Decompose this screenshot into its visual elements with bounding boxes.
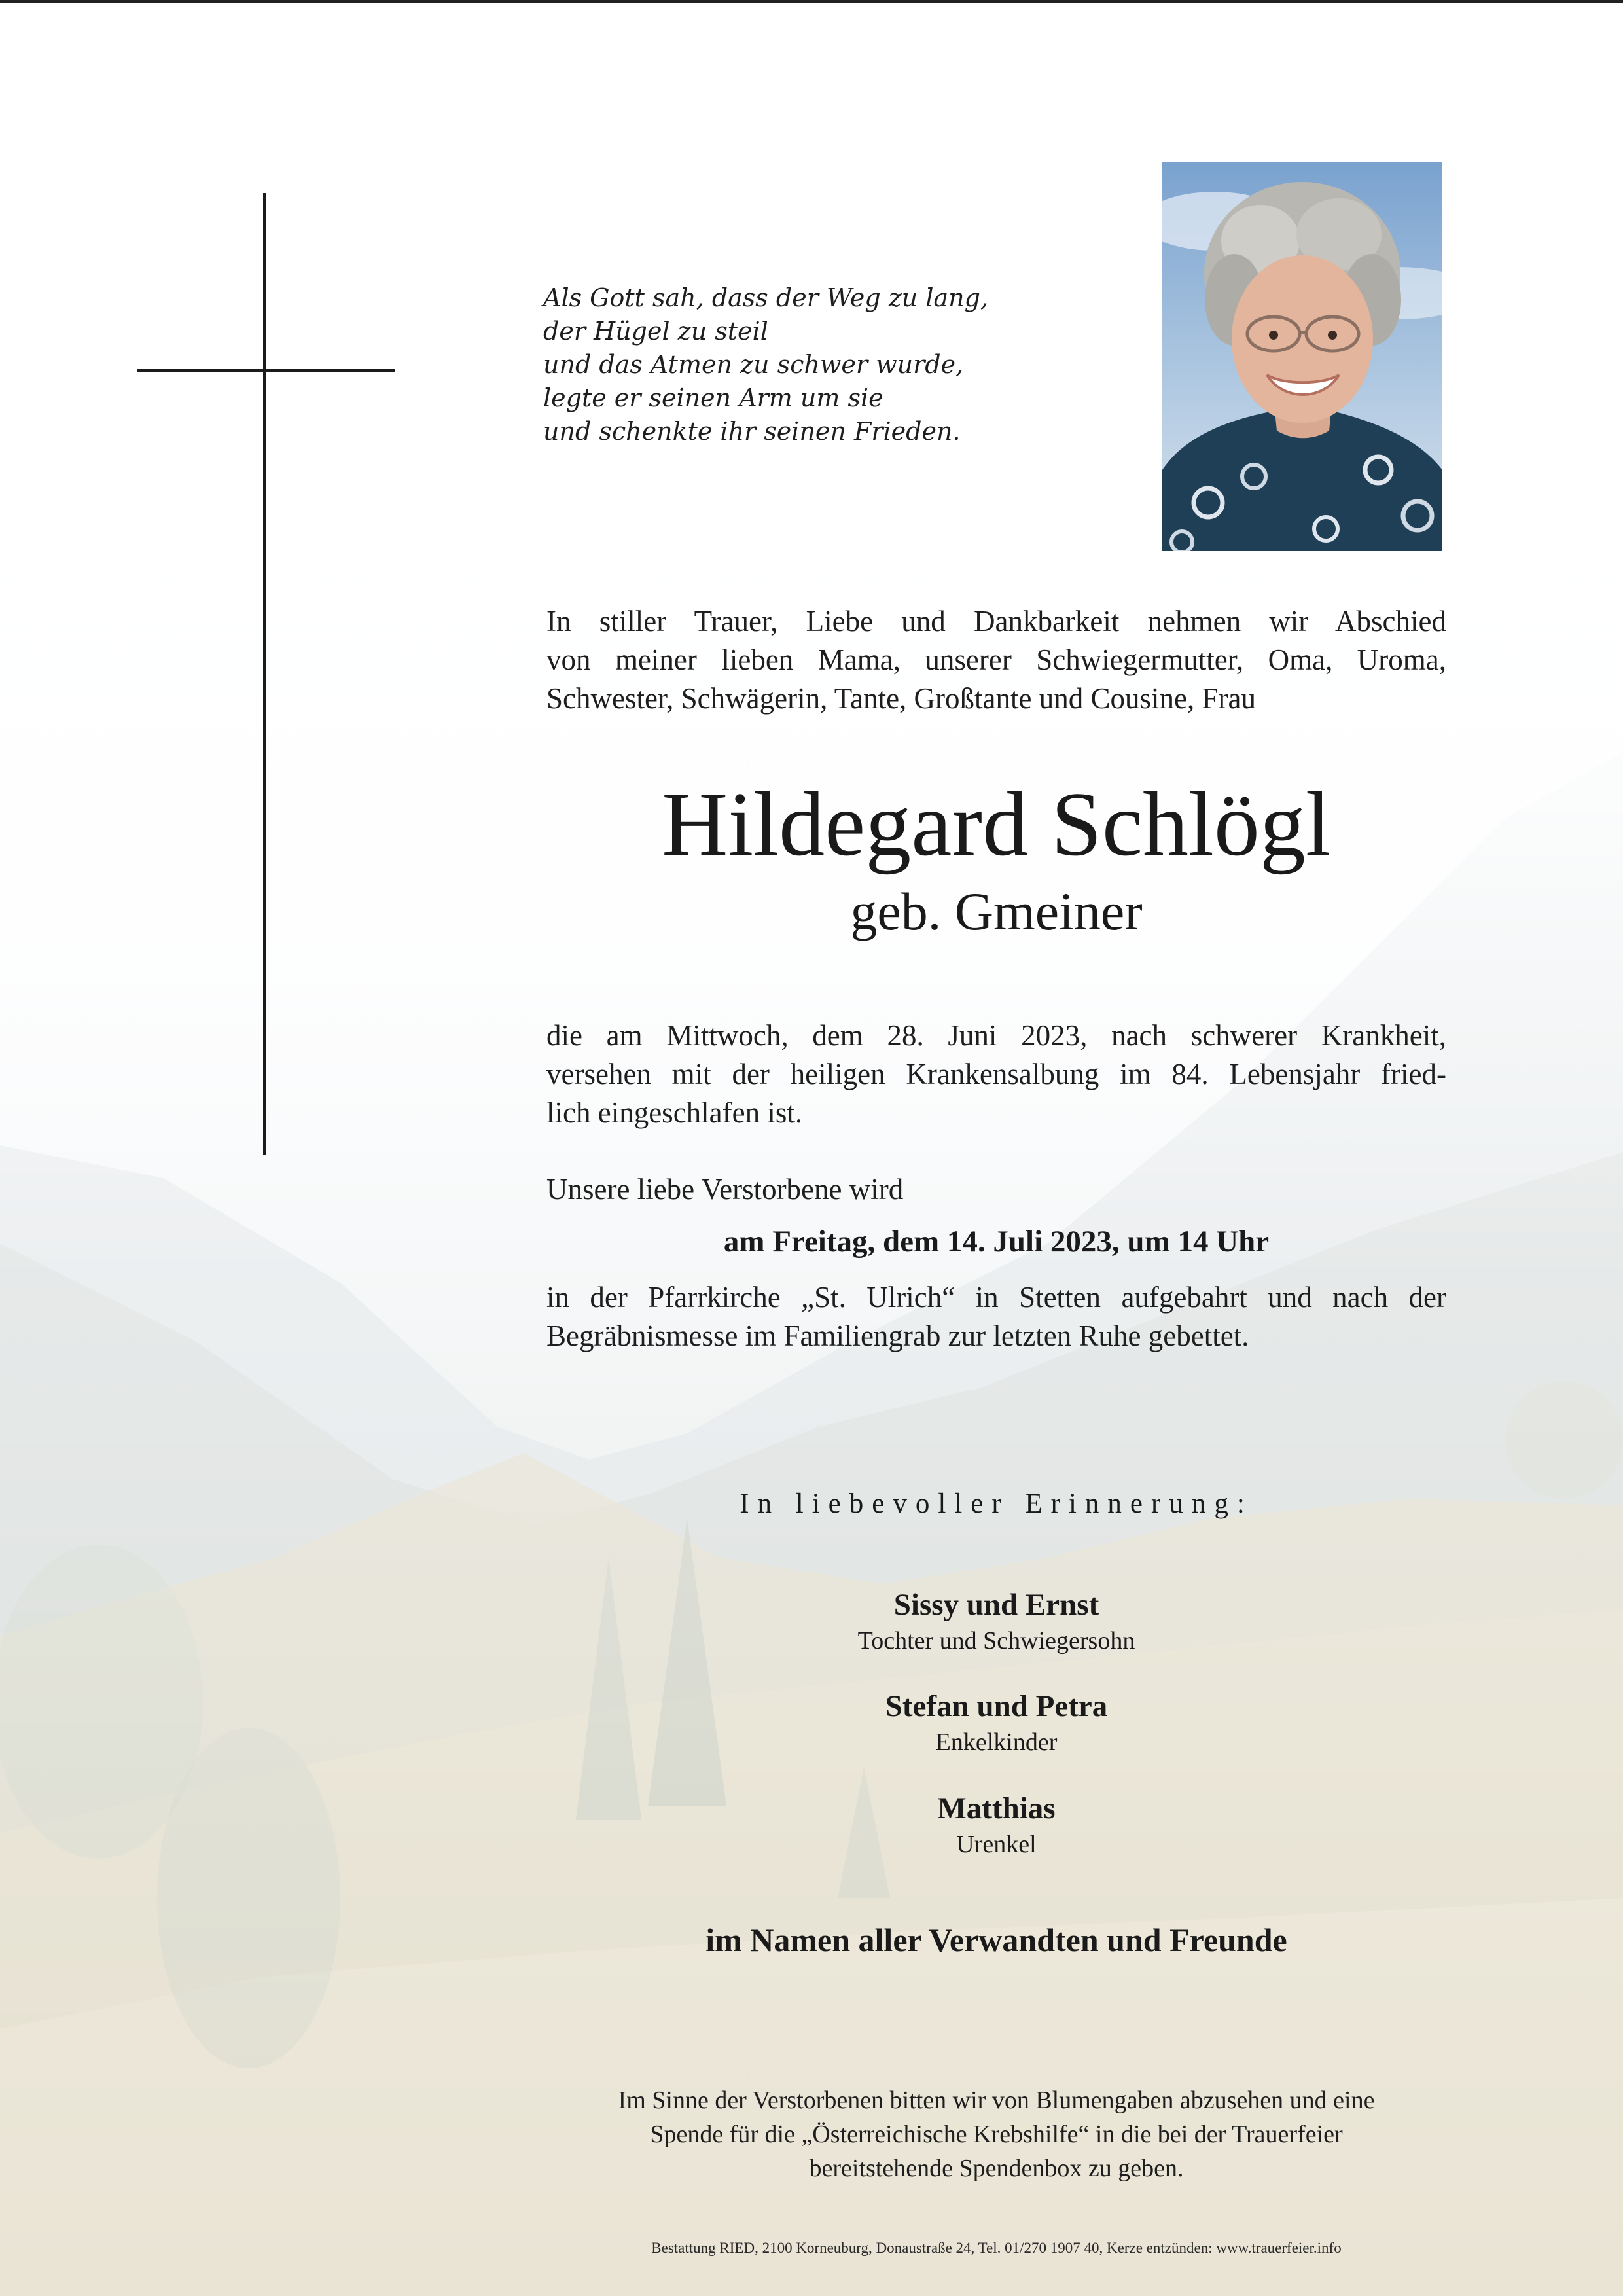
poem-line: legte er seinen Arm um sie	[543, 384, 883, 412]
intro-line: In stiller Trauer, Liebe und Dankbarkeit nehmen wir Abschied	[546, 605, 1446, 637]
poem-line: Als Gott sah, dass der Weg zu lang,	[543, 283, 989, 312]
death-notice-line: versehen mit der heiligen Krankensalbung im 84. Lebensjahr fried-	[546, 1058, 1446, 1090]
death-notice-line: lich eingeschlafen ist.	[546, 1096, 803, 1129]
poem-line: der Hügel zu steil	[543, 317, 768, 346]
memory-heading: In liebevoller Erinnerung:	[740, 1488, 1253, 1519]
funeral-details	[546, 1278, 1446, 1355]
funeral-line: Begräbnismesse im Familiengrab zur letzten Ruhe gebettet.	[546, 1319, 1249, 1352]
poem	[543, 281, 1041, 448]
intro-line: von meiner lieben Mama, unserer Schwiegermutter, Oma, Uroma,	[546, 643, 1446, 676]
closing-line: im Namen aller Verwandten und Freunde	[705, 1922, 1287, 1958]
portrait-photo	[1162, 162, 1442, 551]
top-border	[0, 0, 1623, 3]
maiden-name: geb. Gmeiner	[850, 882, 1143, 941]
funeral-line: in der Pfarrkirche „St. Ulrich“ in Stetten aufgebahrt und nach der	[546, 1281, 1446, 1314]
mourner-entry	[546, 1585, 1446, 1657]
death-notice	[546, 1016, 1446, 1132]
mourner-entry	[546, 1687, 1446, 1759]
request-line: bereitstehende Spendenbox zu geben.	[809, 2155, 1184, 2182]
mourner-name: Sissy und Ernst	[893, 1588, 1099, 1622]
poem-line: und das Atmen zu schwer wurde,	[543, 350, 964, 379]
funeral-intro: Unsere liebe Verstorbene wird	[546, 1173, 904, 1206]
request-line: Spende für die „Österreichische Krebshilfe“ in die bei der Trauerfeier	[650, 2121, 1343, 2148]
mourner-relation: Enkelkinder	[935, 1729, 1058, 1756]
donation-request	[546, 2083, 1446, 2185]
death-notice-line: die am Mittwoch, dem 28. Juni 2023, nach schwerer Krankheit,	[546, 1019, 1446, 1052]
mourner-name: Matthias	[937, 1791, 1056, 1825]
poem-line: und schenkte ihr seinen Frieden.	[543, 417, 961, 446]
funeral-date: am Freitag, dem 14. Juli 2023, um 14 Uhr	[723, 1225, 1270, 1259]
request-line: Im Sinne der Verstorbenen bitten wir von Blumengaben abzusehen und eine	[618, 2087, 1375, 2114]
mourner-relation: Tochter und Schwiegersohn	[857, 1627, 1135, 1655]
mourner-relation: Urenkel	[956, 1831, 1037, 1858]
mourner-entry	[546, 1789, 1446, 1861]
mourner-name: Stefan und Petra	[885, 1689, 1108, 1723]
intro-line: Schwester, Schwägerin, Tante, Großtante und Cousine, Frau	[546, 682, 1256, 715]
intro-paragraph	[546, 602, 1446, 718]
deceased-name: Hildegard Schlögl	[662, 774, 1331, 875]
funeral-home-footer: Bestattung RIED, 2100 Korneuburg, Donaustraße 24, Tel. 01/270 1907 40, Kerze entzünden: www.trauerfeier.info	[651, 2240, 1342, 2256]
